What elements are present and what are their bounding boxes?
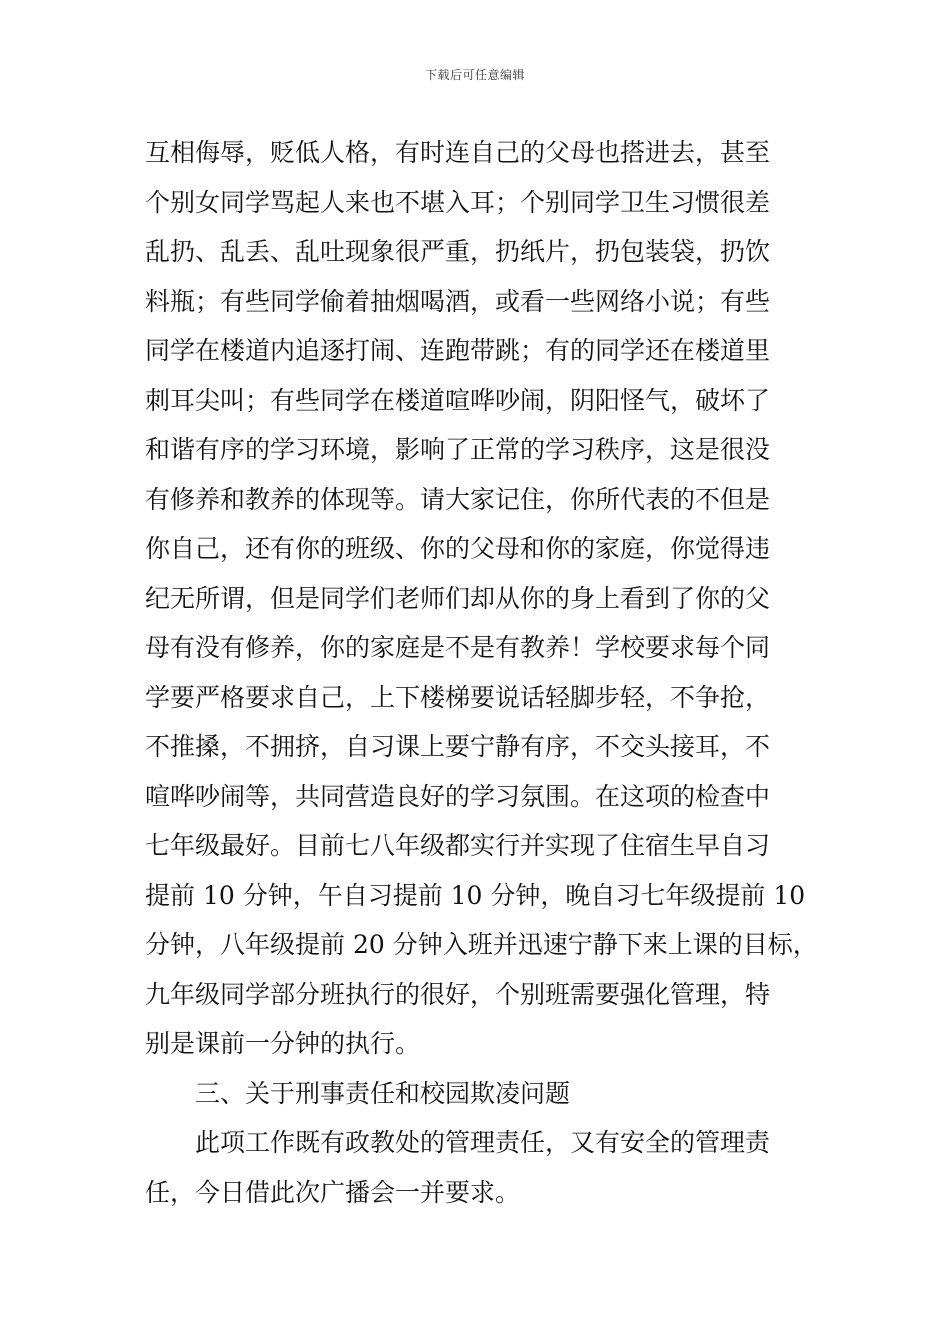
paragraph-line: 刺耳尖叫；有些同学在楼道喧哗吵闹，阴阳怪气，破坏了 <box>145 385 771 415</box>
paragraph-line: 同学在楼道内追逐打闹、连跑带跳；有的同学还在楼道里 <box>145 336 771 365</box>
page-header: 下载后可任意编辑 <box>424 68 525 82</box>
paragraph-line: 分钟，八年级提前 20 分钟入班并迅速宁静下来上课的目标， <box>145 930 818 959</box>
paragraph-line: 乱扔、乱丢、乱吐现象很严重，扔纸片，扔包装袋，扔饮 <box>145 237 771 266</box>
paragraph-line: 你自己，还有你的班级、你的父母和你的家庭，你觉得违 <box>145 534 771 563</box>
paragraph-line: 母有没有修养，你的家庭是不是有教养！学校要求每个同 <box>145 633 771 662</box>
paragraph-line: 和谐有序的学习环境，影响了正常的学习秩序，这是很没 <box>145 435 771 464</box>
paragraph-line: 个别女同学骂起人来也不堪入耳；个别同学卫生习惯很差 <box>145 187 771 217</box>
paragraph-line: 七年级最好。目前七八年级都实行并实现了住宿生早自习 <box>145 831 771 860</box>
paragraph-line: 提前 10 分钟，午自习提前 10 分钟，晚自习七年级提前 10 <box>145 880 806 910</box>
paragraph-line: 纪无所谓，但是同学们老师们却从你的身上看到了你的父 <box>145 583 771 613</box>
paragraph-line: 料瓶；有些同学偷着抽烟喝酒，或看一些网络小说；有些 <box>145 286 771 316</box>
paragraph-line: 喧哗吵闹等，共同营造良好的学习氛围。在这项的检查中 <box>145 781 771 811</box>
paragraph-line: 有修养和教养的体现等。请大家记住，你所代表的不但是 <box>145 484 771 514</box>
paragraph-line: 九年级同学部分班执行的很好，个别班需要强化管理，特 <box>145 979 771 1009</box>
section-heading: 三、关于刑事责任和校园欺凌问题 <box>195 1078 571 1108</box>
paragraph-line: 别是课前一分钟的执行。 <box>145 1029 421 1058</box>
paragraph-line: 互相侮辱，贬低人格，有时连自己的父母也搭进去，甚至 <box>145 138 771 167</box>
paragraph-line: 学要严格要求自己，上下楼梯要说话轻脚步轻，不争抢， <box>145 682 771 712</box>
paragraph-line: 任，今日借此次广播会一并要求。 <box>145 1177 521 1207</box>
document-body <box>145 128 835 1217</box>
paragraph-line: 此项工作既有政教处的管理责任，又有安全的管理责 <box>195 1128 771 1157</box>
paragraph-line: 不推搡，不拥挤，自习课上要宁静有序，不交头接耳，不 <box>145 732 771 761</box>
